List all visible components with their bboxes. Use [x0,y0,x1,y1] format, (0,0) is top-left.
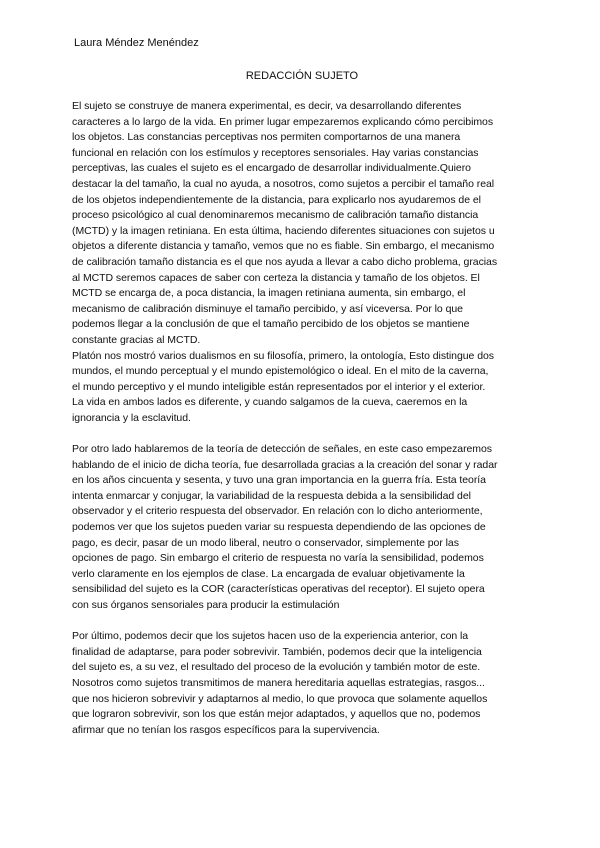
text-line: Nosotros como sujetos transmitimos de manera hereditaria aquellas estrategias, rasgos... [72,676,485,689]
text-line: intenta enmarcar y conjugar, la variabilidad de la respuesta debida a la sensibilidad del [72,489,471,502]
text-line: hablando de el inicio de dicha teoría, fue desarrollada gracias a la creación del sonar y radar [72,458,498,471]
text-line: constante gracias al MCTD. [72,333,201,346]
document-body [72,99,528,738]
text-line: observador y el criterio respuesta del observador. En relación con lo dicho anteriormente, [72,505,483,518]
paragraph-3 [72,442,528,614]
text-line: mundos, el mundo perceptual y el mundo epistemológico o ideal. En el mito de la caverna, [72,365,489,378]
text-line: verlo claramente en los ejemplos de clase. La encargada de evaluar objetivamente la [72,567,465,580]
text-line: pago, es decir, pasar de un modo liberal, neutro o conservador, simplemente por las [72,536,459,549]
text-line: de calibración tamaño distancia es el que nos ayuda a llevar a cabo dicho problema, gracias [72,255,498,268]
text-line: ignorancia y la esclavitud. [72,411,191,424]
paragraph-4 [72,629,528,738]
text-line: sensibilidad del sujeto es la COR (características operativas del receptor). El sujeto opera [72,583,485,596]
text-line: El sujeto se construye de manera experimental, es decir, va desarrollando diferentes [72,100,462,112]
text-line: perceptivas, las cuales el sujeto es el encargado de desarrollar individualmente.Quiero [72,162,471,175]
text-line: Platón nos mostró varios dualismos en su filosofía, primero, la ontología, Esto distingue dos [72,349,494,362]
text-line: finalidad de adaptarse, para poder sobrevivir. También, podemos decir que la inteligencia [72,645,482,658]
text-line: opciones de pago. Sin embargo el criterio de respuesta no varía la sensibilidad, podemos [72,552,484,565]
text-line: los objetos. Las constancias perceptivas nos permiten comportarnos de una manera [72,131,461,144]
text-line: en los años cincuenta y sesenta, y tuvo una gran importancia en la guerra fría. Esta teoría [72,474,486,487]
text-line: podemos llegar a la conclusión de que el tamaño percibido de los objetos se mantiene [72,318,470,331]
text-line: objetos a diferente distancia y tamaño, vemos que no es fiable. Sin embargo, el mecanismo [72,240,495,253]
text-line: del sujeto es, a su vez, el resultado del proceso de la evolución y también motor de este. [72,661,481,674]
text-line: (MCTD) y la imagen retiniana. En esta última, haciendo diferentes situaciones con sujetos u [72,224,495,237]
text-line: que nos hicieron sobrevivir y adaptarnos al medio, lo que provoca que solamente aquellos [72,692,488,705]
text-line: con sus órganos sensoriales para producir la estimulación [72,599,340,611]
text-line: proceso psicológico al cual denominaremos mecanismo de calibración tamaño distancia [72,209,479,222]
paragraph-gap [72,614,528,630]
paragraph-2 [72,349,528,427]
paragraph-gap [72,426,528,442]
text-line: mecanismo de calibración disminuye el tamaño percibido, y así viceversa. Por lo que [72,302,463,315]
author-name: Laura Méndez Menéndez [74,37,199,49]
paragraph-1 [72,99,528,349]
text-line: funcional en relación con los estímulos y receptores sensoriales. Hay varias constancias [72,146,479,159]
text-line: de los objetos independientemente de la distancia, para explicarlo nos ayudaremos de el [72,193,481,206]
text-line: el mundo perceptivo y el mundo inteligible están representados por el interior y el exterior. [72,380,486,393]
text-line: podemos ver que los sujetos pueden variar su respuesta dependiendo de las opciones de [72,521,486,534]
text-line: La vida en ambos lados es diferente, y cuando salgamos de la cueva, caeremos en la [72,396,468,409]
text-line: afirmar que no tenían los rasgos específicos para la supervivencia. [72,723,380,736]
text-line: MCTD se encarga de, a poca distancia, la imagen retiniana aumenta, sin embargo, el [72,287,466,300]
text-line: Por otro lado hablaremos de la teoría de detección de señales, en este caso empezaremos [72,443,492,456]
text-line: Por último, podemos decir que los sujetos hacen uso de la experiencia anterior, con la [72,630,469,643]
text-line: destacar la del tamaño, la cual no ayuda, a nosotros, como sujetos a percibir el tamaño real [72,177,495,190]
text-line: al MCTD seremos capaces de saber con certeza la distancia y tamaño de los objetos. El [72,271,480,284]
text-line: caracteres a lo largo de la vida. En primer lugar empezaremos explicando cómo percibimos [72,115,494,128]
text-line: que lograron sobrevivir, son los que están mejor adaptados, y aquellos que no, podemos [72,708,481,721]
document-title: REDACCIÓN SUJETO [245,70,359,82]
